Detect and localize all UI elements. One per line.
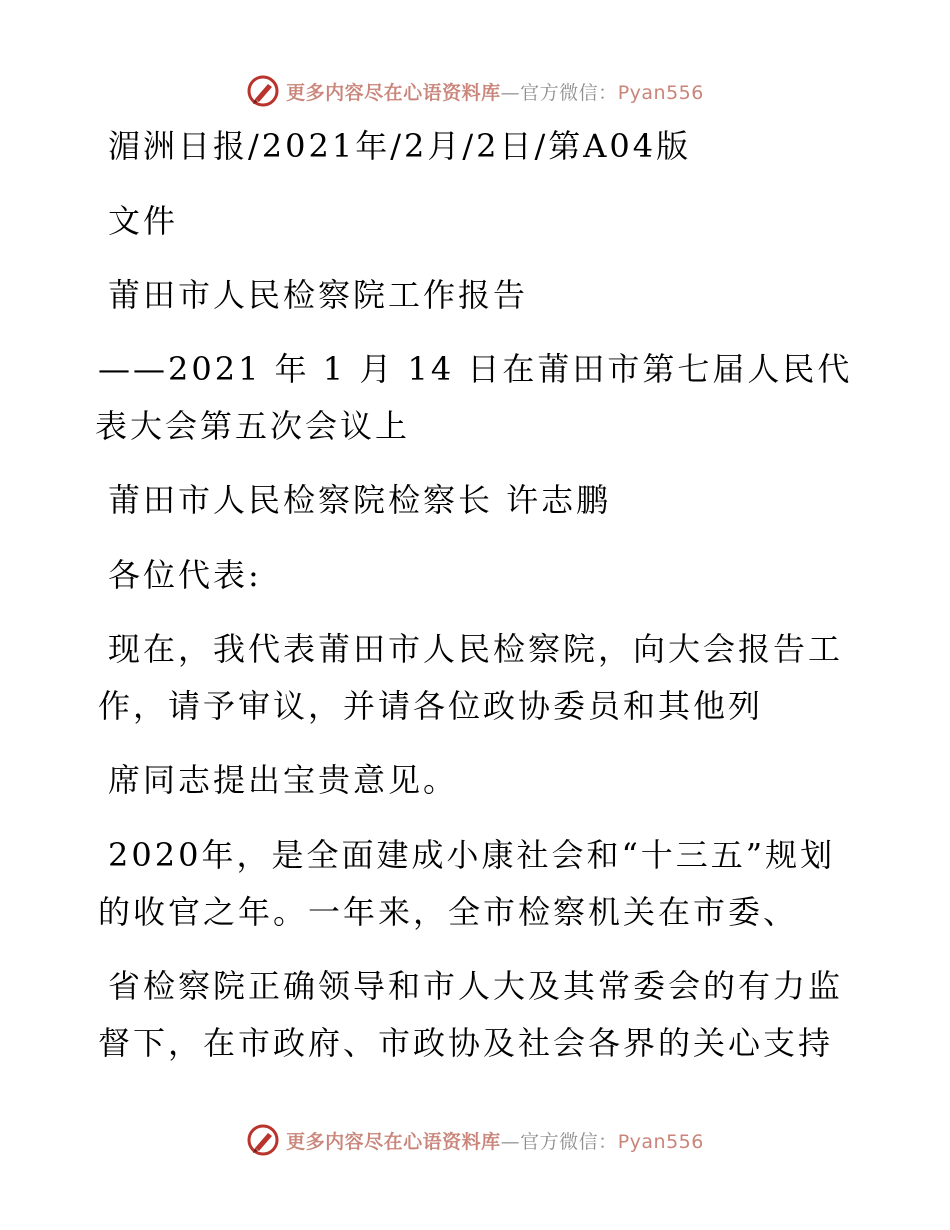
paragraph-2-line-1: 2020年，是全面建成小康社会和“十三五”规划 bbox=[108, 836, 836, 874]
paragraph-3-line-1: 省检察院正确领导和市人大及其常委会的有力监 bbox=[108, 967, 844, 1005]
paragraph-3-line-2: 督下，在市政府、市政协及社会各界的关心支持 bbox=[98, 1024, 834, 1062]
watermark-account: Pyan556 bbox=[617, 81, 704, 104]
pen-logo-icon bbox=[246, 1123, 280, 1157]
bottom-watermark-banner bbox=[0, 1120, 950, 1160]
paragraph-1-line-2: 作，请予审议，并请各位政协委员和其他列 bbox=[98, 687, 764, 725]
watermark-site: 更多内容尽在心语资料库 bbox=[286, 81, 501, 104]
watermark-dash: — bbox=[500, 1130, 521, 1153]
paragraph-1-line-3: 席同志提出宝贵意见。 bbox=[108, 761, 459, 799]
section-label: 文件 bbox=[108, 202, 179, 240]
subtitle-line-2: 表大会第五次会议上 bbox=[95, 407, 411, 445]
paragraph-2-line-2: 的收官之年。一年来，全市检察机关在市委、 bbox=[98, 893, 799, 931]
paragraph-1-line-1: 现在，我代表莆田市人民检察院，向大会报告工 bbox=[108, 630, 844, 668]
watermark-account: Pyan556 bbox=[617, 1130, 704, 1153]
watermark-text bbox=[286, 1127, 704, 1154]
watermark-wechat-label: 官方微信： bbox=[520, 81, 618, 104]
document-title: 莆田市人民检察院工作报告 bbox=[108, 276, 529, 314]
watermark-text bbox=[286, 78, 704, 105]
watermark-dash: — bbox=[500, 81, 521, 104]
subtitle-line-1: ——2021 年 1 月 14 日在莆田市第七届人民代 bbox=[98, 350, 853, 388]
watermark-wechat-label: 官方微信： bbox=[520, 1130, 618, 1153]
author-line: 莆田市人民检察院检察长 许志鹏 bbox=[108, 481, 612, 519]
watermark-site: 更多内容尽在心语资料库 bbox=[286, 1130, 501, 1153]
dateline: 湄洲日报/2021年/2月/2日/第A04版 bbox=[108, 127, 692, 165]
top-watermark-banner bbox=[0, 71, 950, 111]
pen-logo-icon bbox=[246, 74, 280, 108]
salutation: 各位代表: bbox=[108, 556, 262, 594]
